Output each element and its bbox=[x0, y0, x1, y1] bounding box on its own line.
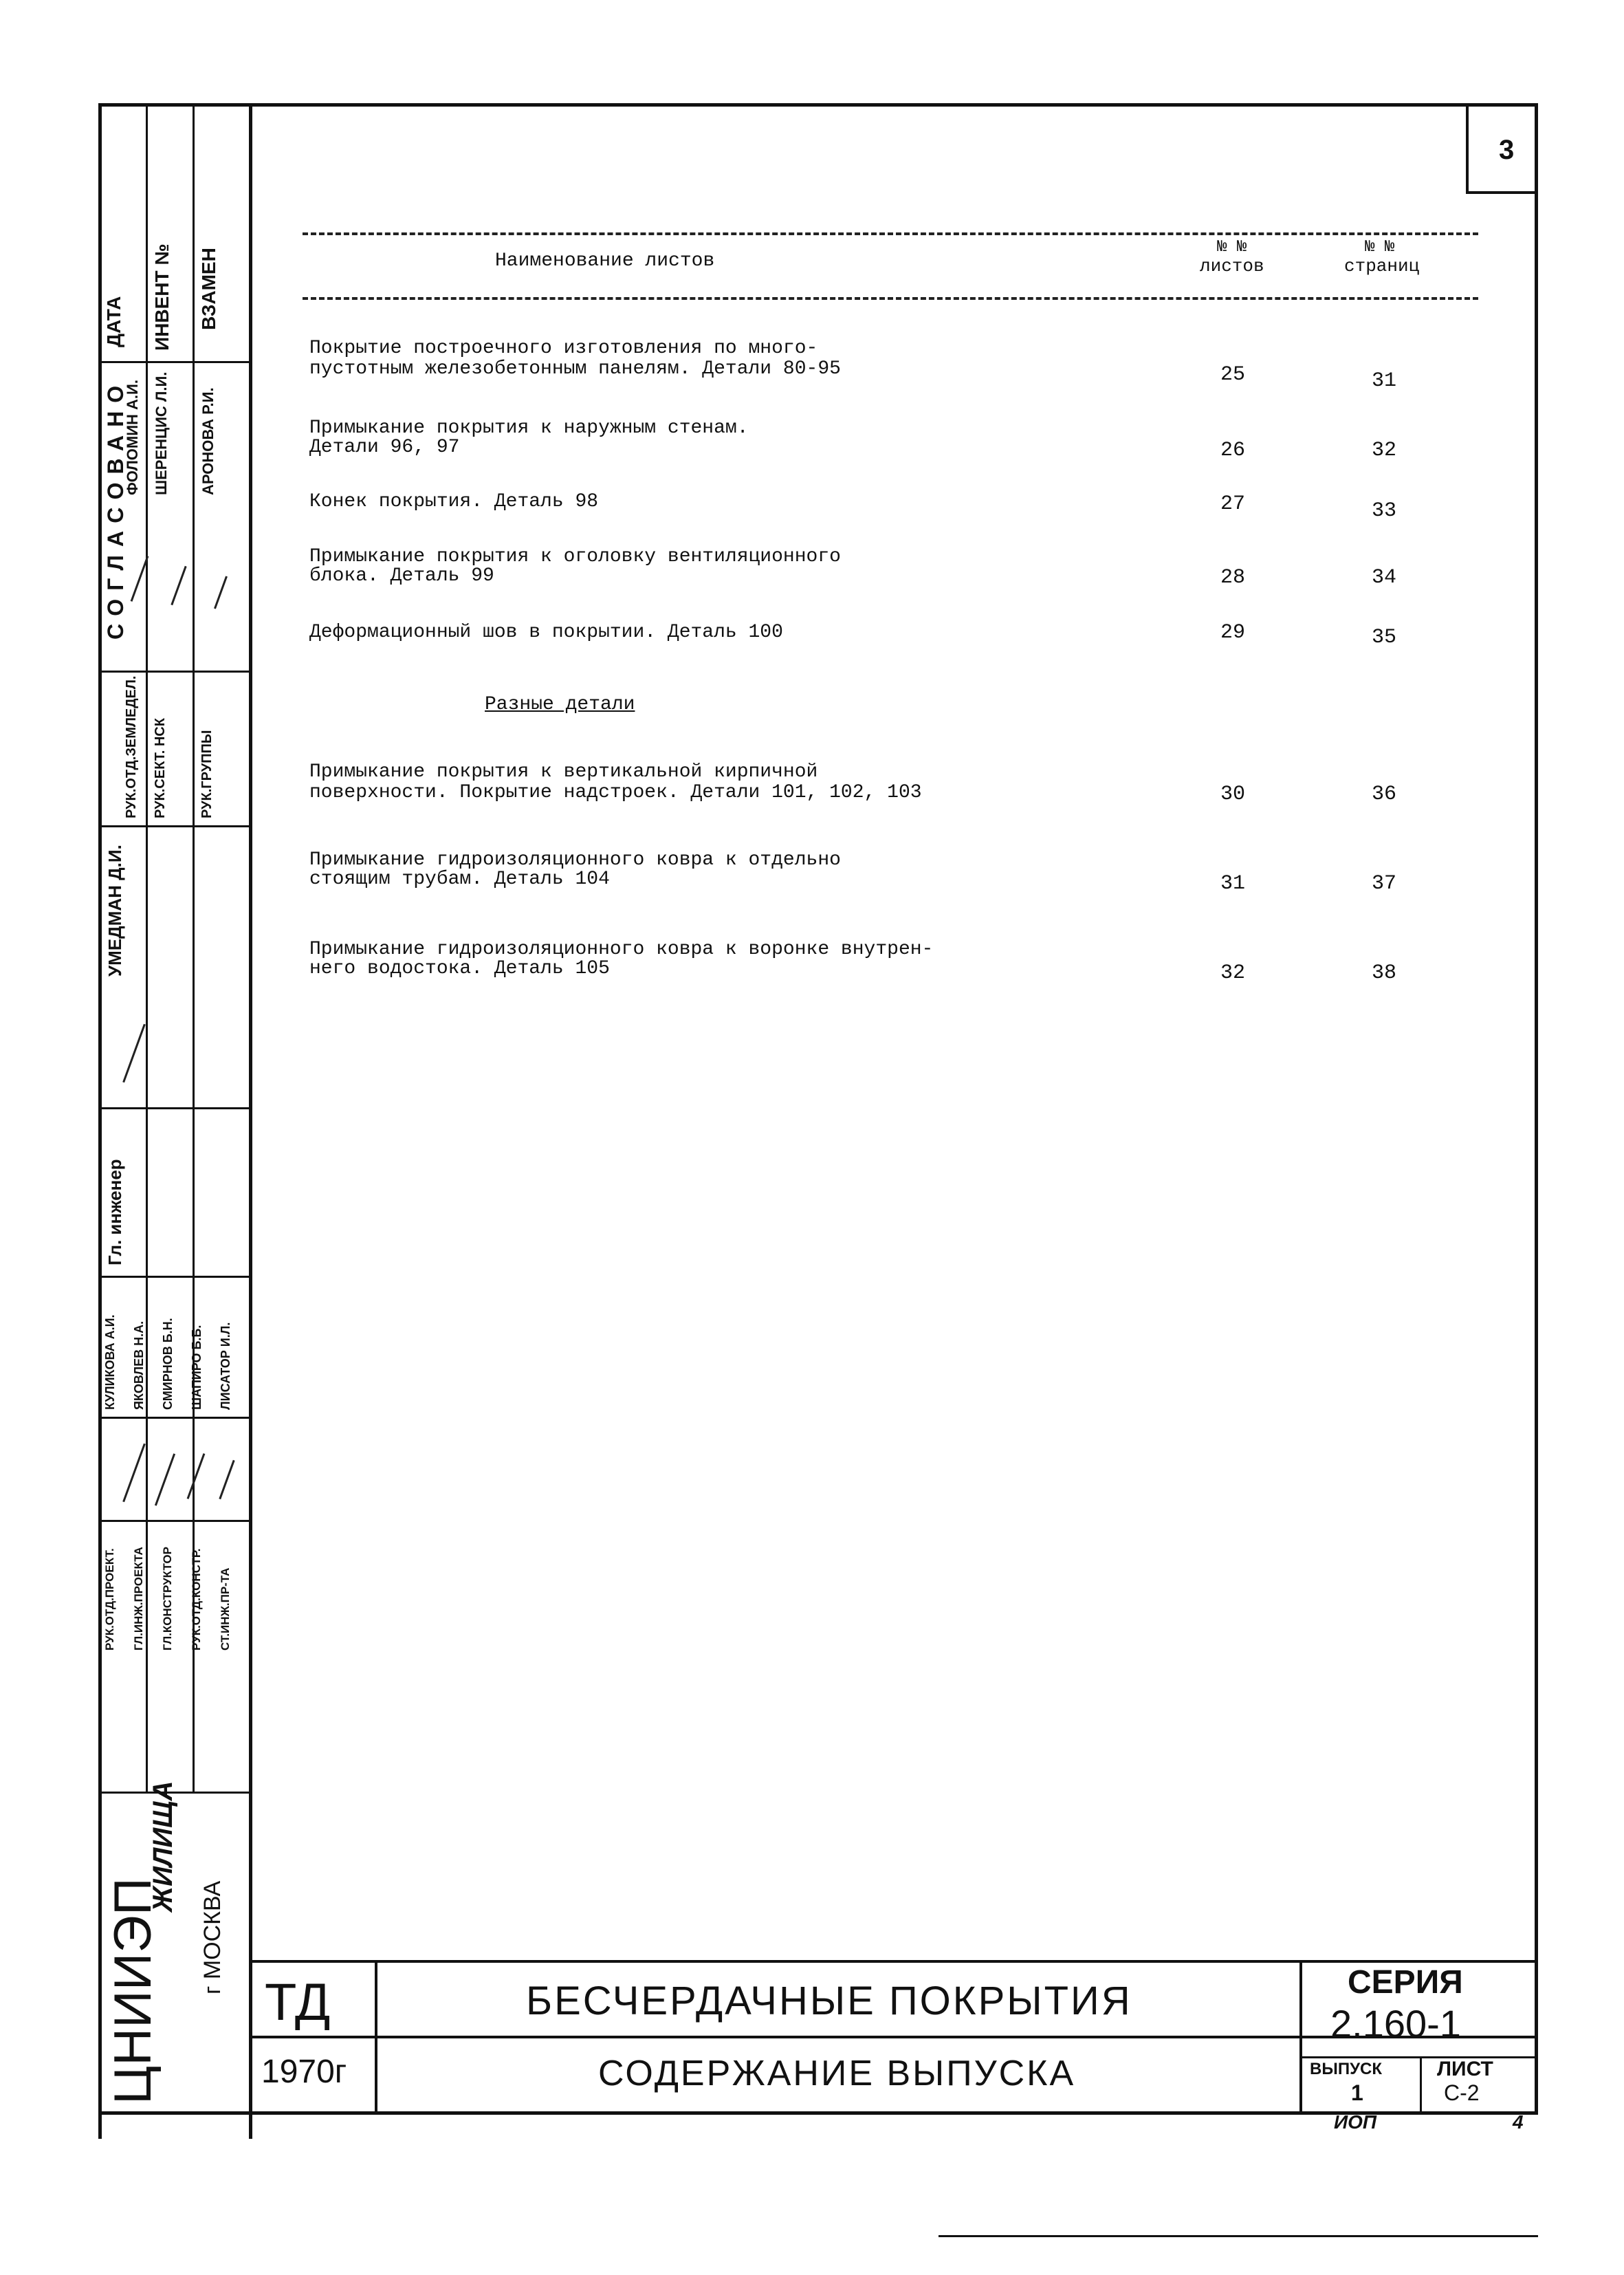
staff-role-3: ГЛ.КОНСТРУКТОР bbox=[161, 1547, 174, 1651]
side-col-1 bbox=[146, 107, 148, 1792]
row-page: 36 bbox=[1372, 783, 1397, 806]
chief-name: УМЕДМАН Д.И. bbox=[105, 845, 125, 977]
tb-td: ТД bbox=[265, 1973, 331, 2032]
row-text-line1: Конек покрытия. Деталь 98 bbox=[309, 491, 599, 512]
signature-mark bbox=[214, 576, 228, 609]
tb-series-sep bbox=[1299, 2056, 1537, 2058]
header-pages-1: № № bbox=[1365, 238, 1395, 257]
row-text-line2: пустотным железобетонным панелям. Детали 80-95 bbox=[309, 358, 841, 380]
tb-issue-value: 1 bbox=[1351, 2080, 1363, 2105]
row-page: 34 bbox=[1372, 566, 1397, 589]
frame-bottom bbox=[100, 2111, 1538, 2115]
tb-series-label: СЕРИЯ bbox=[1348, 1964, 1463, 2001]
tb-subtitle: СОДЕРЖАНИЕ ВЫПУСКА bbox=[598, 2054, 1076, 2093]
row-page: 35 bbox=[1372, 626, 1397, 649]
side-vzamen-label: ВЗАМЕН bbox=[198, 248, 219, 330]
row-page: 32 bbox=[1372, 439, 1397, 462]
page-number: 3 bbox=[1499, 135, 1515, 165]
org-sub: ЖИЛИЩА bbox=[148, 1781, 178, 1912]
tb-issue-div bbox=[1420, 2056, 1422, 2113]
row-page: 31 bbox=[1372, 369, 1397, 393]
header-name: Наименование листов bbox=[495, 250, 715, 272]
staff-name-2: ЯКОВЛЕВ Н.А. bbox=[132, 1320, 146, 1410]
tb-series-value: 2.160-1 bbox=[1330, 2002, 1461, 2045]
approval-name-2: ШЕРЕНЦИС Л.И. bbox=[153, 371, 170, 495]
tb-stamp-code: ИОП bbox=[1334, 2111, 1377, 2133]
tb-stamp-num: 4 bbox=[1513, 2111, 1524, 2133]
row-text-line2: поверхности. Покрытие надстроек. Детали 101, 102, 103 bbox=[309, 782, 922, 803]
header-pages-2: страниц bbox=[1344, 256, 1420, 276]
approval-name-3: АРОНОВА Р.И. bbox=[199, 387, 217, 495]
tb-issue-label: ВЫПУСК bbox=[1310, 2060, 1382, 2078]
row-text-line1: Покрытие построечного изготовления по много- bbox=[309, 338, 818, 359]
row-text-line2: Детали 96, 97 bbox=[309, 437, 460, 458]
row-text-line1: Примыкание гидроизоляционного ковра к отдельно bbox=[309, 849, 841, 871]
staff-name-3: СМИРНОВ Б.Н. bbox=[161, 1318, 175, 1410]
header-sheets-2: листов bbox=[1200, 256, 1264, 276]
row-text-line1: Примыкание гидроизоляционного ковра к воронке внутрен- bbox=[309, 939, 934, 960]
section-title: Разные детали bbox=[485, 694, 635, 715]
side-sep-4 bbox=[100, 1107, 251, 1109]
side-sep-5 bbox=[100, 1276, 251, 1278]
chief-role: Гл. инженер bbox=[105, 1159, 125, 1265]
side-sep-1 bbox=[100, 361, 251, 363]
staff-role-2: ГЛ.ИНЖ.ПРОЕКТА bbox=[132, 1547, 145, 1651]
row-sheet: 29 bbox=[1220, 621, 1246, 644]
frame-right bbox=[1535, 103, 1538, 2115]
row-sheet: 28 bbox=[1220, 566, 1246, 589]
row-page: 38 bbox=[1372, 961, 1397, 985]
approval-name-1: ФОЛОМИН А.И. bbox=[124, 380, 141, 495]
side-sep-3 bbox=[100, 825, 251, 827]
page-box-bottom bbox=[1466, 191, 1537, 194]
row-page: 37 bbox=[1372, 872, 1397, 895]
signature-mark bbox=[187, 1453, 206, 1499]
tb-sheet-label: ЛИСТ bbox=[1437, 2058, 1493, 2080]
row-sheet: 32 bbox=[1220, 961, 1246, 985]
staff-name-5: ЛИСАТОР И.Л. bbox=[219, 1322, 232, 1410]
side-sep-7 bbox=[100, 1520, 251, 1522]
row-page: 33 bbox=[1372, 499, 1397, 523]
header-sheets-1: № № bbox=[1217, 238, 1247, 257]
approval-role-2: РУК.СЕКТ. НСК bbox=[153, 718, 168, 818]
org-main: ЦНИИЭП bbox=[104, 1877, 162, 2104]
tb-div-left bbox=[375, 1960, 377, 2113]
signature-mark bbox=[219, 1460, 234, 1499]
signature-mark bbox=[171, 566, 186, 605]
tb-div-right bbox=[1299, 1960, 1302, 2113]
signature-mark bbox=[155, 1453, 175, 1505]
table-header-dashes bbox=[303, 297, 1478, 300]
row-sheet: 27 bbox=[1220, 492, 1246, 516]
row-text-line1: Деформационный шов в покрытии. Деталь 100 bbox=[309, 622, 783, 643]
row-text-line2: блока. Деталь 99 bbox=[309, 565, 494, 587]
frame-top bbox=[100, 103, 1538, 107]
side-inv-label: ИНВЕНТ № bbox=[151, 243, 173, 351]
side-date-label: ДАТА bbox=[103, 296, 124, 347]
table-top-dashes bbox=[303, 232, 1478, 235]
footer-line bbox=[939, 2235, 1538, 2237]
org-city: г МОСКВА bbox=[199, 1880, 226, 1994]
page-box-left bbox=[1466, 103, 1469, 193]
staff-name-4: ШАПИРО Б.Б. bbox=[190, 1325, 204, 1410]
signature-mark bbox=[122, 1024, 146, 1083]
row-text-line1: Примыкание покрытия к вертикальной кирпичной bbox=[309, 761, 818, 783]
row-text-line1: Примыкание покрытия к наружным стенам. bbox=[309, 417, 749, 439]
approval-role-1: РУК.ОТД.ЗЕМЛЕДЕЛ. bbox=[124, 675, 139, 818]
side-approval-title: СОГЛАСОВАНО bbox=[103, 377, 128, 640]
signature-mark bbox=[122, 1444, 146, 1503]
side-col-2 bbox=[193, 107, 195, 1792]
tb-sheet-value: С-2 bbox=[1444, 2080, 1480, 2105]
row-text-line2: него водостока. Деталь 105 bbox=[309, 958, 610, 979]
frame-left-outer bbox=[98, 103, 102, 2139]
approval-role-3: РУК.ГРУППЫ bbox=[199, 730, 215, 818]
frame-left-inner bbox=[249, 103, 252, 2139]
staff-role-5: СТ.ИНЖ.ПР-ТА bbox=[219, 1567, 232, 1651]
tb-title: БЕСЧЕРДАЧНЫЕ ПОКРЫТИЯ bbox=[526, 1979, 1132, 2023]
row-sheet: 31 bbox=[1220, 872, 1246, 895]
row-sheet: 25 bbox=[1220, 363, 1246, 387]
tb-year: 1970г bbox=[261, 2054, 347, 2090]
row-text-line2: стоящим трубам. Деталь 104 bbox=[309, 869, 610, 890]
staff-role-4: РУК.ОТД.КОНСТР. bbox=[190, 1548, 203, 1651]
side-sep-2 bbox=[100, 671, 251, 673]
side-sep-6 bbox=[100, 1417, 251, 1419]
staff-role-1: РУК.ОТД.ПРОЕКТ. bbox=[103, 1548, 116, 1651]
row-sheet: 26 bbox=[1220, 439, 1246, 462]
staff-name-1: КУЛИКОВА А.И. bbox=[103, 1314, 117, 1410]
row-sheet: 30 bbox=[1220, 783, 1246, 806]
row-text-line1: Примыкание покрытия к оголовку вентиляционного bbox=[309, 546, 841, 567]
tb-top bbox=[251, 1960, 1537, 1963]
